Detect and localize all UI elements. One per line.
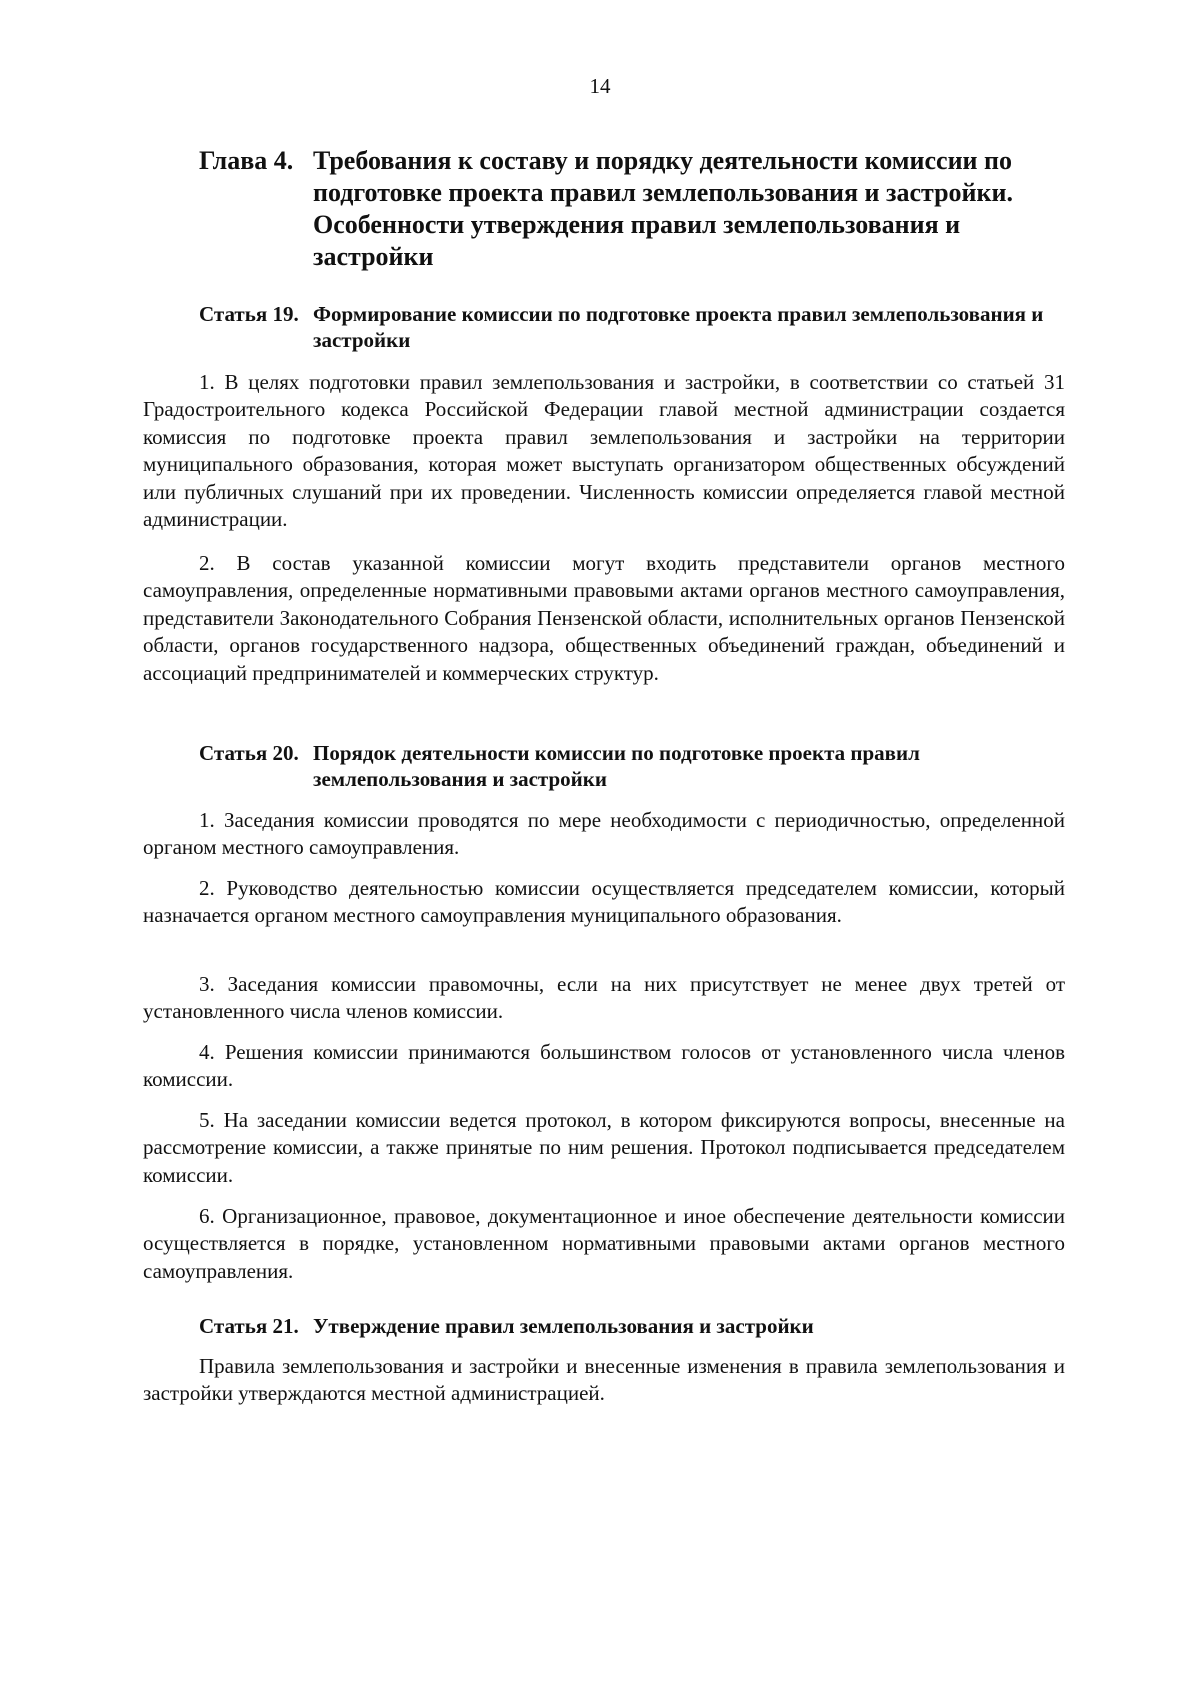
article-19-heading bbox=[199, 301, 1069, 353]
article-19-paragraph-2: 2. В состав указанной комиссии могут входить представители органов местного самоуправления, определенные нормативными правовыми актами органов местного самоуправления, представители Законодательного Собрания Пензенской области, исполнительных органов Пензенской области, органов государственного надзора, общественных объединений граждан, объединений и ассоциаций предпринимателей и коммерческих структур. bbox=[143, 551, 1065, 685]
article-20-title: Порядок деятельности комиссии по подготовке проекта правил землепользования и застройки bbox=[313, 741, 920, 791]
article-20-paragraph-6: 6. Организационное, правовое, документационное и иное обеспечение деятельности комиссии осуществляется в порядке, установленном нормативными правовыми актами органов местного самоуправления. bbox=[143, 1204, 1065, 1283]
page-number: 14 bbox=[589, 74, 611, 98]
article-21-title: Утверждение правил землепользования и застройки bbox=[313, 1314, 814, 1338]
article-20-paragraph-5: 5. На заседании комиссии ведется протокол, в котором фиксируются вопросы, внесенные на рассмотрение комиссии, а также принятые по ним решения. Протокол подписывается председателем комиссии. bbox=[143, 1108, 1065, 1187]
article-20-paragraph-1: 1. Заседания комиссии проводятся по мере необходимости с периодичностью, определенной органом местного самоуправления. bbox=[143, 808, 1065, 860]
article-21-heading bbox=[199, 1313, 1069, 1339]
chapter-heading bbox=[199, 145, 1069, 273]
article-20-heading bbox=[199, 740, 1069, 792]
article-20-paragraph-3: 3. Заседания комиссии правомочны, если на них присутствует не менее двух третей от установленного числа членов комиссии. bbox=[143, 972, 1065, 1024]
article-19-number: Статья 19. bbox=[199, 302, 299, 326]
article-21-number: Статья 21. bbox=[199, 1314, 299, 1338]
article-19-title: Формирование комиссии по подготовке проекта правил землепользования и застройки bbox=[313, 302, 1044, 352]
article-20-paragraph-2: 2. Руководство деятельностью комиссии осуществляется председателем комиссии, который назначается органом местного самоуправления муниципального образования. bbox=[143, 876, 1065, 928]
chapter-number: Глава 4. bbox=[199, 146, 294, 175]
article-19-paragraph-1: 1. В целях подготовки правил землепользования и застройки, в соответствии со статьей 31 Градостроительного кодекса Российской Федерации главой местной администрации создается комиссия по подготовке проекта правил землепользования и застройки на территории муниципального образования, которая может выступать организатором общественных обсуждений или публичных слушаний при их проведении. Численность комиссии определяется главой местной администрации. bbox=[143, 370, 1065, 532]
article-20-paragraph-4: 4. Решения комиссии принимаются большинством голосов от установленного числа членов комиссии. bbox=[143, 1040, 1065, 1092]
article-20-number: Статья 20. bbox=[199, 741, 299, 765]
article-21-paragraph-1: Правила землепользования и застройки и внесенные изменения в правила землепользования и застройки утверждаются местной администрацией. bbox=[143, 1354, 1065, 1406]
chapter-title: Требования к составу и порядку деятельности комиссии по подготовке проекта правил землепользования и застройки. Особенности утверждения правил землепользования и застройки bbox=[313, 146, 1013, 271]
